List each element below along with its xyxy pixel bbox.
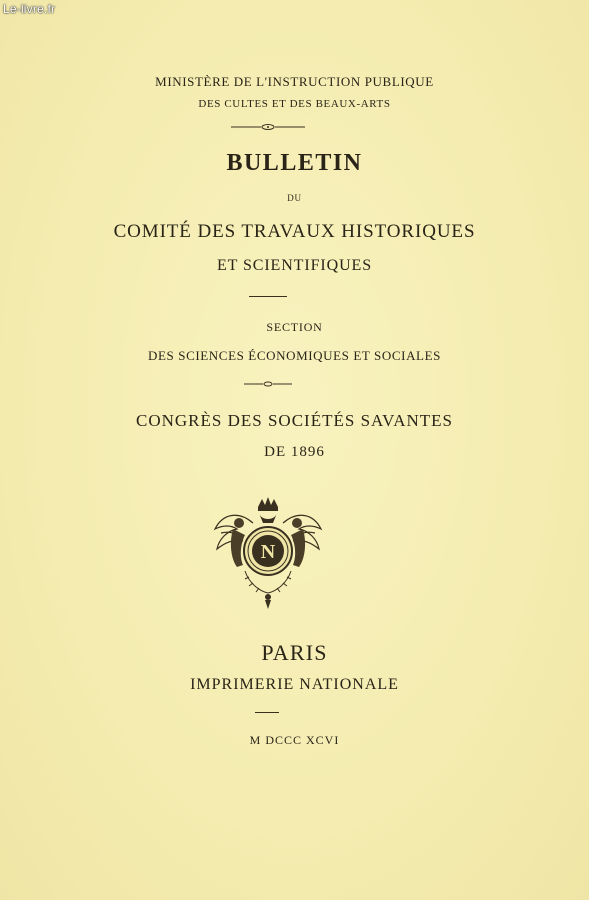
ministry-line-2: DES CULTES ET DES BEAUX-ARTS	[198, 98, 391, 110]
imprint-printer: IMPRIMERIE NATIONALE	[190, 676, 399, 693]
watermark: Le-livre.fr	[3, 2, 56, 16]
committee-line-2: ET SCIENTIFIQUES	[217, 257, 372, 274]
ornament-divider-icon	[244, 381, 292, 387]
imperial-emblem-icon	[209, 493, 327, 611]
short-rule	[249, 296, 287, 297]
section-name: DES SCIENCES ÉCONOMIQUES ET SOCIALES	[148, 348, 441, 363]
congress-line-1: CONGRÈS DES SOCIÉTÉS SAVANTES	[136, 411, 453, 430]
ornament-divider-icon	[231, 123, 305, 131]
ministry-line-1: MINISTÈRE DE L'INSTRUCTION PUBLIQUE	[155, 74, 434, 89]
imprint-year: M DCCC XCVI	[249, 733, 340, 747]
committee-line-1: COMITÉ DES TRAVAUX HISTORIQUES	[113, 221, 476, 242]
congress-line-2: DE 1896	[264, 444, 325, 460]
bulletin-title: BULLETIN	[226, 150, 363, 176]
title-connector: DU	[287, 193, 302, 203]
emblem-initial: N	[260, 541, 276, 563]
short-rule	[255, 712, 279, 713]
imprint-city: PARIS	[261, 640, 328, 665]
section-label: SECTION	[266, 320, 323, 334]
